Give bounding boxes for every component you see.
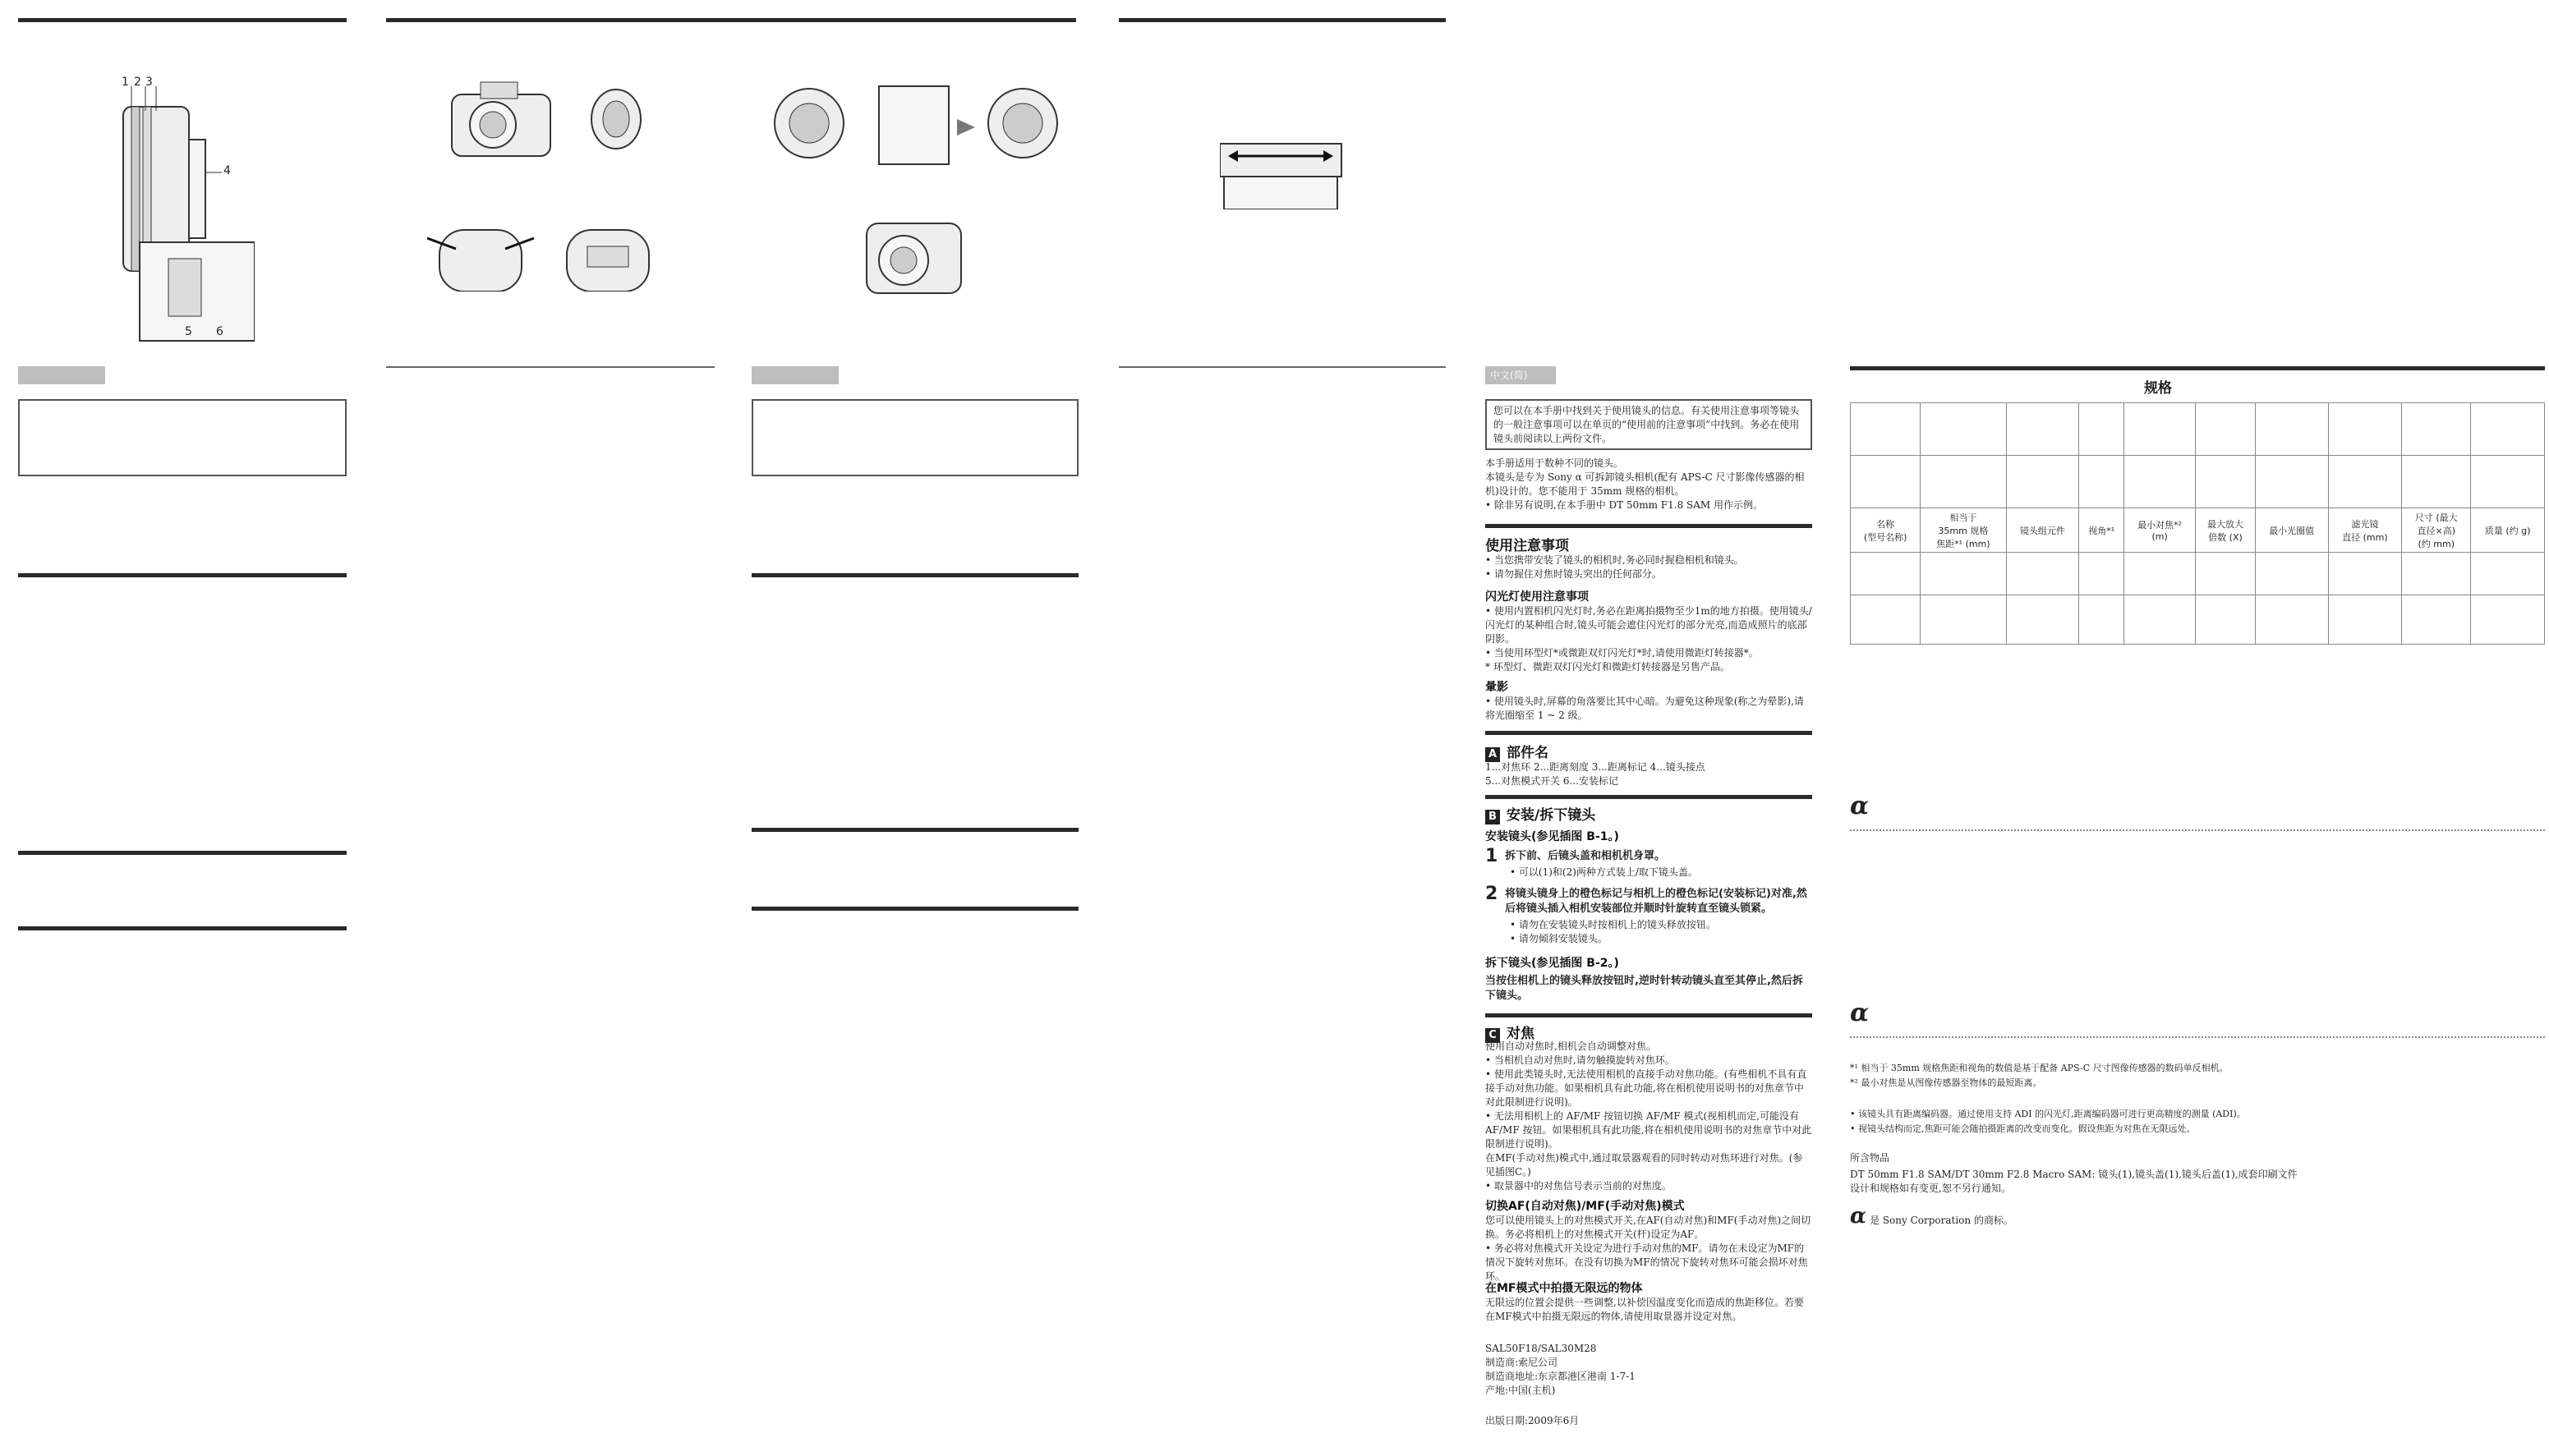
label-2: 2 [134, 76, 141, 89]
footer-manufacturer: SAL50F18/SAL30M28 制造商:索尼公司 制造商地址:东京都港区港南 1-7-1 产地:中国(主机) [1485, 1343, 1636, 1396]
lens-parts-diagram [107, 74, 255, 345]
spec-header-cell: 最小光圈值 [2255, 508, 2328, 553]
spec-footnote-1: *¹ 相当于 35mm 规格焦距和视角的数值是基于配备 APS-C 尺寸图像传感器的数码单反相机。 [1850, 1063, 2229, 1073]
flash-text: • 使用内置相机闪光灯时,务必在距离拍摄物至少1m的地方拍摄。使用镜头/闪光灯的某种组合时,镜头可能会遮住闪光灯的部分光亮,而造成照片的底部阴影。 • 当使用环型灯*或微距双灯闪光灯*时,请使用微距灯转接器*。 * 环型灯、微距双灯闪光灯和微距灯转接器是另售产品。 [1485, 605, 1812, 673]
dotted-rule [1850, 1036, 2545, 1038]
spec-table-row [1851, 595, 2545, 645]
intro-box-placeholder [752, 399, 1079, 476]
spec-header-cell: 最小对焦*² (m) [2124, 508, 2196, 553]
publication-date: 出版日期:2009年6月 [1485, 1415, 1580, 1426]
spec-note-1: • 该镜头具有距离编码器。通过使用支持 ADI 的闪光灯,距离编码器可进行更高精度的测量 (ADI)。 [1850, 1109, 2246, 1119]
intro-box-placeholder [18, 399, 347, 476]
step-1-number: 1 [1485, 846, 1498, 866]
spec-table [1850, 402, 2545, 645]
remove-heading: 拆下镜头(参见插图 B-2。) [1485, 957, 1619, 970]
top-rule [18, 18, 347, 22]
vignette-text: • 使用镜头时,屏幕的角落要比其中心暗。为避免这种现象(称之为晕影),请将光圈缩至 1 ~ 2 级。 [1485, 696, 1804, 721]
spec-footnote-2: *² 最小对焦是从图像传感器至物体的最短距离。 [1850, 1077, 2042, 1088]
spec-header-cell: 相当于 35mm 规格 焦距*¹ (mm) [1921, 508, 2006, 553]
intro-paragraph: 本手册适用于数种不同的镜头。 本镜头是专为 Sony α 可拆卸镜头相机(配有 APS-C 尺寸影像传感器的相机)设计的。您不能用于 35mm 规格的相机。 • 除非另有说明,在本手册中 DT 50mm F1.8 SAM 用作示例。 [1485, 457, 1805, 511]
label-3: 3 [145, 76, 153, 89]
top-rule [1119, 18, 1446, 22]
label-1: 1 [122, 76, 129, 89]
remove-text: 当按住相机上的镜头释放按钮时,逆时针转动镜头直至其停止,然后拆下镜头。 [1485, 975, 1803, 1002]
section-rule [18, 851, 347, 855]
lang-tab-placeholder [752, 366, 839, 384]
step-2-text: 将镜头镜身上的橙色标记与相机上的橙色标记(安装标记)对准,然后将镜头插入相机安装部位并顺时针旋转直至镜头锁紧。 [1505, 888, 1807, 915]
spec-title: 规格 [2144, 380, 2172, 397]
spec-header-cell: 名称 (型号名称) [1851, 508, 1921, 553]
step-2-note: • 请勿在安装镜头时按相机上的镜头释放按钮。 • 请勿倾斜安装镜头。 [1510, 919, 1716, 944]
label-4: 4 [223, 164, 231, 177]
section-rule [1485, 1013, 1812, 1017]
label-5: 5 [185, 325, 192, 338]
intro-box-text: 您可以在本手册中找到关于使用镜头的信息。有关使用注意事项等镜头的一般注意事项可以在单页的“使用前的注意事项”中找到。务必在使用镜头前阅读以上两份文件。 [1493, 405, 1800, 444]
spec-table-header-row [1851, 508, 2545, 553]
alpha-trademark-logo: α [1850, 1204, 1867, 1229]
section-rule [1485, 795, 1812, 799]
spec-header-cell: 最大放大 倍数 (X) [2196, 508, 2256, 553]
lang-tab [1485, 366, 1556, 384]
spec-table-row-blank [1851, 456, 2545, 508]
alpha-logo: α [1850, 792, 1870, 820]
spec-table-row-blank [1851, 403, 2545, 456]
lang-tab-placeholder [18, 366, 105, 384]
included-items-heading: 所含物品 [1850, 1152, 1890, 1164]
section-rule [18, 926, 347, 930]
section-b-heading [1485, 803, 1595, 824]
intro-box [1485, 399, 1812, 450]
section-b-title: 安装/拆下镜头 [1507, 807, 1596, 824]
camera-and-lens-illustration [444, 74, 665, 164]
section-a-tag: A [1485, 747, 1500, 762]
section-a-title: 部件名 [1507, 745, 1548, 761]
spec-header-cell: 镜头组元件 [2006, 508, 2079, 553]
removal-illustration [863, 215, 969, 297]
section-rule [752, 907, 1079, 911]
infinity-text: 无限远的位置会提供一些调整,以补偿因温度变化而造成的焦距移位。若要在MF模式中拍摄无限远的物体,请使用取景器并设定对焦。 [1485, 1297, 1804, 1322]
section-c-tag: C [1485, 1028, 1500, 1043]
top-rule [386, 18, 1076, 22]
included-items-text: DT 50mm F1.8 SAM/DT 30mm F2.8 Macro SAM: 镜头(1),镜头盖(1),镜头后盖(1),成套印刷文件 设计和规格如有变更,恕不另行通知。 [1850, 1169, 2298, 1194]
precautions-text: • 当您携带安装了镜头的相机时,务必同时握稳相机和镜头。 • 请勿握住对焦时镜头突出的任何部分。 [1485, 554, 1744, 580]
spec-top-rule [1850, 366, 2545, 370]
spec-header-cell: 质量 (约 g) [2471, 508, 2545, 553]
alpha-logo: α [1850, 999, 1870, 1027]
section-rule [386, 366, 715, 368]
section-a-heading [1485, 741, 1548, 762]
section-rule [1485, 731, 1812, 735]
section-rule [18, 573, 347, 577]
section-b-tag: B [1485, 810, 1500, 824]
step-1-text: 拆下前、后镜头盖和相机机身罩。 [1505, 850, 1666, 862]
afmf-heading: 切换AF(自动对焦)/MF(手动对焦)模式 [1485, 1200, 1685, 1213]
spec-note-2: • 视镜头结构而定,焦距可能会随拍摄距离的改变而变化。假设焦距为对焦在无限远处。 [1850, 1123, 2196, 1134]
step-2-number: 2 [1485, 884, 1498, 904]
lang-tab-label: 中文(简) [1490, 370, 1528, 381]
dotted-rule [1850, 829, 2545, 831]
precautions-heading: 使用注意事项 [1485, 538, 1569, 554]
focus-text: 使用自动对焦时,相机会自动调整对焦。 • 当相机自动对焦时,请勿触摸旋转对焦环。 • 使用此类镜头时,无法使用相机的直接手动对焦功能。(有些相机不具有直接手动对焦功能。如果相机具有此功能,将在相机使用说明书的对焦章节中对此限制进行说明)。 • 无法用相机上的 AF/MF 按钮切换 AF/MF 模式(视相机而定,可能没有 AF/MF 按钮。如果相机具有此功能,将在相机使用说明书的对焦章节中对此限制进行说明)。 在MF(手动对焦)模式中,通过取景器观看的同时转动对焦环进行对焦。(参见插图C。) • 取景器中的对焦信号表示当前的对焦度。 [1485, 1040, 1812, 1192]
section-c-title: 对焦 [1507, 1026, 1534, 1042]
section-rule [752, 828, 1079, 832]
focus-ring-illustration [1220, 140, 1343, 209]
spec-table-row [1851, 553, 2545, 595]
spec-header-cell: 视角*¹ [2079, 508, 2124, 553]
mount-heading: 安装镜头(参见插图 B-1。) [1485, 830, 1619, 843]
section-rule [752, 573, 1079, 577]
mounting-illustration [760, 82, 1080, 168]
vignette-heading: 暈影 [1485, 681, 1508, 694]
spec-header-cell: 尺寸 (最大 直径×高) (约 mm) [2402, 508, 2471, 553]
lens-cap-illustration [427, 218, 665, 292]
flash-heading: 闪光灯使用注意事项 [1485, 590, 1589, 604]
section-a-text: 1...对焦环 2...距离刻度 3...距离标记 4...镜头接点 5...对焦模式开关 6...安装标记 [1485, 761, 1705, 787]
spec-header-cell: 滤光镜 直径 (mm) [2328, 508, 2402, 553]
section-rule [1485, 524, 1812, 528]
trademark-text: 是 Sony Corporation 的商标。 [1870, 1215, 2013, 1226]
infinity-heading: 在MF模式中拍摄无限远的物体 [1485, 1282, 1643, 1295]
afmf-text: 您可以使用镜头上的对焦模式开关,在AF(自动对焦)和MF(手动对焦)之间切换。务必将相机上的对焦模式开关(杆)设定为AF。 • 务必将对焦模式开关设定为进行手动对焦的MF。请勿在未设定为MF的情况下旋转对焦环。在没有切换为MF的情况下旋转对焦环可能会损坏对焦环。 [1485, 1215, 1811, 1282]
section-rule [1119, 366, 1446, 368]
step-1-note: • 可以(1)和(2)两种方式装上/取下镜头盖。 [1510, 866, 1698, 878]
label-6: 6 [216, 325, 223, 338]
